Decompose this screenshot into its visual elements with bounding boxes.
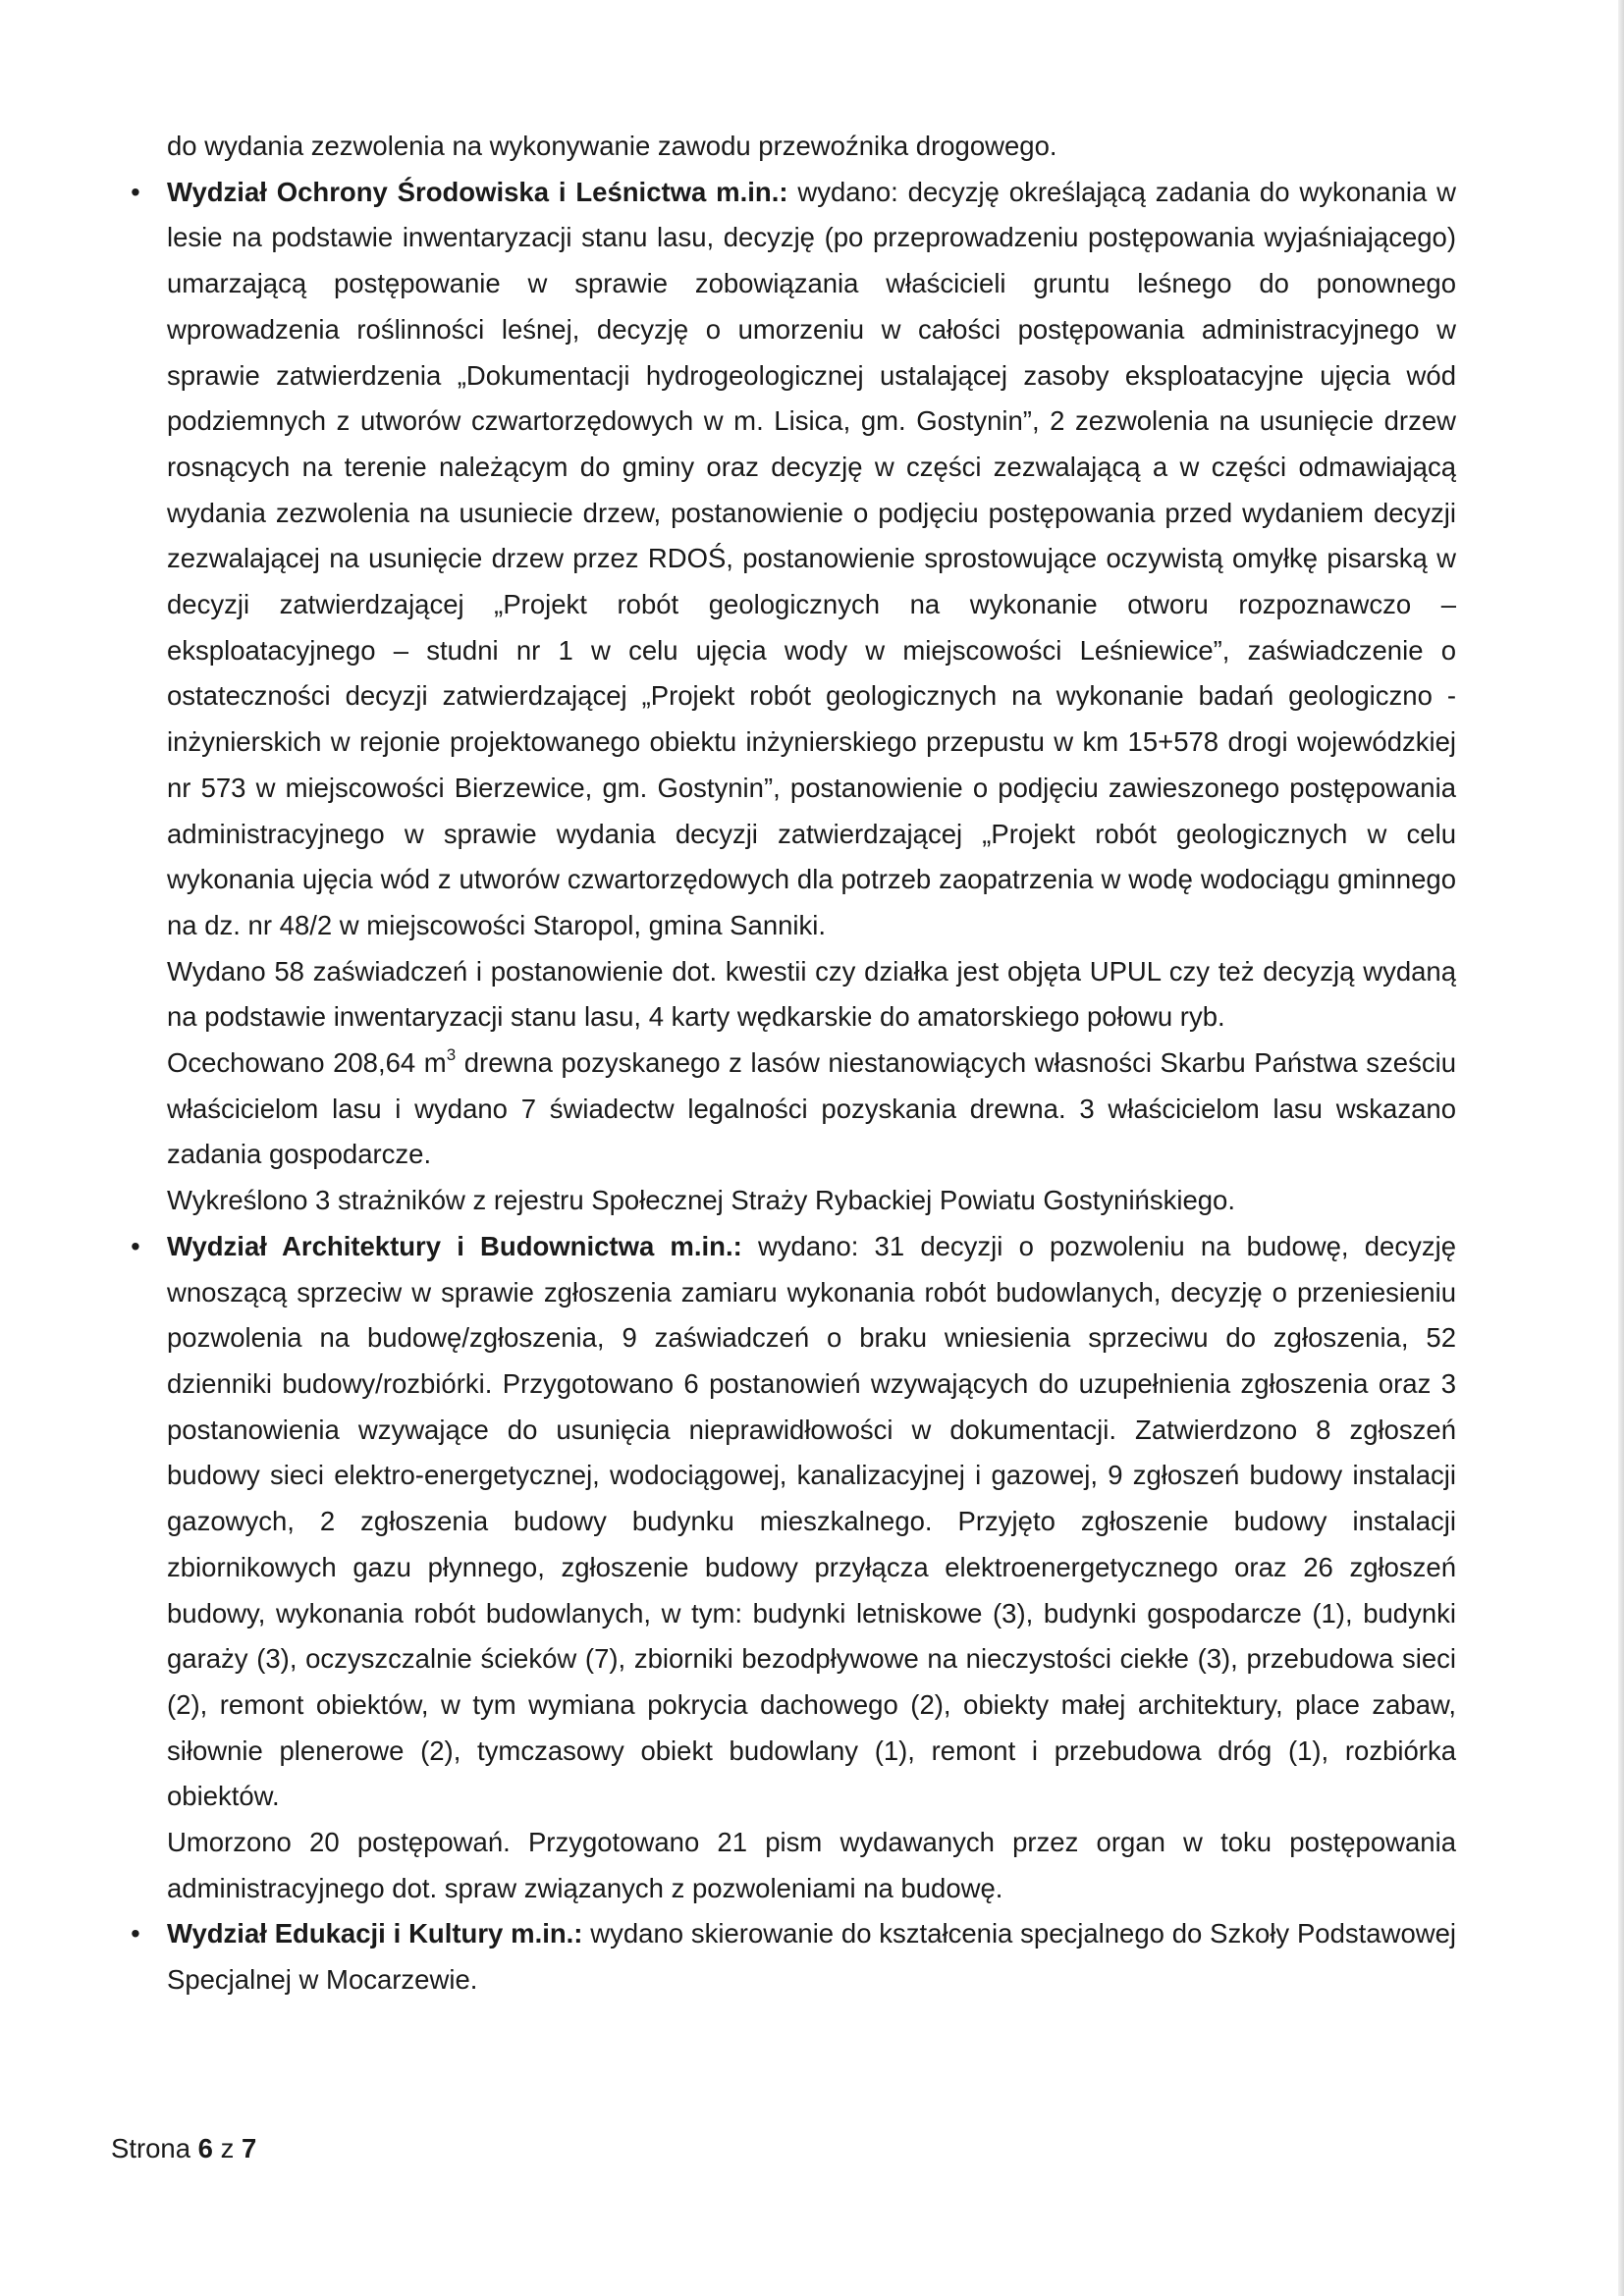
section-edukacja [131, 1911, 1457, 2002]
intro-continuation: do wydania zezwolenia na wykonywanie zawodu przewoźnika drogowego. [167, 131, 1057, 161]
bullet-icon: • [131, 1918, 140, 1949]
superscript: 3 [446, 1044, 457, 1064]
section-paragraph: Wykreślono 3 strażników z rejestru Społecznej Straży Rybackiej Powiatu Gostynińskiego. [167, 1185, 1235, 1216]
page-edge-shadow [1618, 0, 1624, 2296]
section-text: wydano skierowanie do kształcenia specjalnego do Szkoły Podstawowej Specjalnej w Mocarzewie. [167, 1918, 1457, 1996]
section-text: Ocechowano 208,64 m [167, 1047, 447, 1079]
section-text: wydano: 31 decyzji o pozwoleniu na budowę, decyzję wnoszącą sprzeciw w sprawie zgłoszenia zamiaru wykonania robót budowlanych, decyzję o przeniesieniu pozwolenia na budowę/zgłoszenia, 9 zaświadczeń o braku wniesienia sprzeciwu do zgłoszenia, 52 dzienniki budowy/rozbiórki. Przygotowano 6 postanowień wzywających do uzupełnienia zgłoszenia oraz 3 postanowienia wzywające do usunięcia nieprawidłowości w dokumentacji. Zatwierdzono 8 zgłoszeń budowy sieci elektro-energetycznej, wodociągowej, kanalizacyjnej i gazowej, 9 zgłoszeń budowy instalacji gazowych, 2 zgłoszenia budowy budynku mieszkalnego. Przyjęto zgłoszenie budowy instalacji zbiornikowych gazu płynnego, zgłoszenie budowy przyłącza elektroenergetycznego oraz 26 zgłoszeń budowy, wykonania robót budowlanych, w tym: budynki letniskowe (3), budynki gospodarcze (1), budynki garaży (3), oczyszczalnie ścieków (7), zbiorniki bezodpływowe na nieczystości ciekłe (3), przebudowa sieci (2), remont obiektów, w tym wymiana pokrycia dachowego (2), obiekty małej architektury, place zabaw, siłownie plenerowe (2), tymczasowy obiekt budowlany (1), remont i przebudowa dróg (1), rozbiórka obiektów. [167, 1230, 1456, 1812]
section-text: drewna pozyskanego z lasów niestanowiących własności Skarbu Państwa sześciu właścicielom lasu i wydano 7 świadectw legalności pozyskania drewna. 3 właścicielom lasu wskazano zadania gospodarcze. [167, 1047, 1456, 1170]
section-paragraph [167, 1041, 1456, 1178]
section-architektura [131, 1224, 1456, 1912]
footer-page-number: 6 [197, 2133, 213, 2163]
section-paragraph [167, 1224, 1456, 1820]
document-body [131, 124, 1457, 2003]
section-lead: Wydział Architektury i Budownictwa m.in.: [167, 1230, 742, 1261]
section-paragraph: Wydano 58 zaświadczeń i postanowienie dot. kwestii czy działka jest objęta UPUL czy też decyzją wydaną na podstawie inwentaryzacji stanu lasu, 4 karty wędkarskie do amatorskiego połowu ryb. [167, 955, 1456, 1033]
footer-page-total: 7 [242, 2133, 257, 2163]
section-lead: Wydział Ochrony Środowiska i Leśnictwa m.in.: [167, 176, 788, 207]
page-footer [111, 2126, 256, 2171]
section-paragraph: Umorzono 20 postępowań. Przygotowano 21 pism wydawanych przez organ w toku postępowania administracyjnego dot. spraw związanych z pozwoleniami na budowę. [167, 1827, 1456, 1903]
footer-label: Strona [111, 2133, 191, 2163]
section-lead: Wydział Edukacji i Kultury m.in.: [167, 1918, 583, 1949]
section-paragraph [167, 1911, 1456, 2002]
bullet-icon: • [131, 1230, 140, 1261]
section-paragraph [167, 170, 1456, 949]
section-text: wydano: decyzję określającą zadania do wykonania w lesie na podstawie inwentaryzacji stanu lasu, decyzję (po przeprowadzeniu postępowania wyjaśniającego) umarzającą postępowanie w sprawie zobowiązania właścicieli gruntu leśnego do ponownego wprowadzenia roślinności leśnej, decyzję o umorzeniu w całości postępowania administracyjnego w sprawie zatwierdzenia „Dokumentacji hydrogeologicznej ustalającej zasoby eksploatacyjne ujęcia wód podziemnych z utworów czwartorzędowych w m. Lisica, gm. Gostynin”, 2 zezwolenia na usunięcie drzew rosnących na terenie należącym do gminy oraz decyzję w części zezwalającą a w części odmawiającą wydania zezwolenia na usuniecie drzew, postanowienie o podjęciu postępowania przed wydaniem decyzji zezwalającej na usunięcie drzew przez RDOŚ, postanowienie sprostowujące oczywistą omyłkę pisarską w decyzji zatwierdzającej „Projekt robót geologicznych na wykonanie otworu rozpoznawczo – eksploatacyjnego – studni nr 1 w celu ujęcia wody w miejscowości Leśniewice”, zaświadczenie o ostateczności decyzji zatwierdzającej „Projekt robót geologicznych na wykonanie badań geologiczno - inżynierskich w rejonie projektowanego obiektu inżynierskiego przepustu w km 15+578 drogi wojewódzkiej nr 573 w miejscowości Bierzewice, gm. Gostynin”, postanowienie o podjęciu zawieszonego postępowania administracyjnego w sprawie wydania decyzji zatwierdzającej „Projekt robót geologicznych w celu wykonania ujęcia wód z utworów czwartorzędowych dla potrzeb zaopatrzenia w wodę wodociągu gminnego na dz. nr 48/2 w miejscowości Staropol, gmina Sanniki. [167, 176, 1457, 940]
footer-separator: z [220, 2133, 235, 2163]
bullet-icon: • [131, 176, 140, 207]
section-ochrona-srodowiska [131, 170, 1457, 1224]
